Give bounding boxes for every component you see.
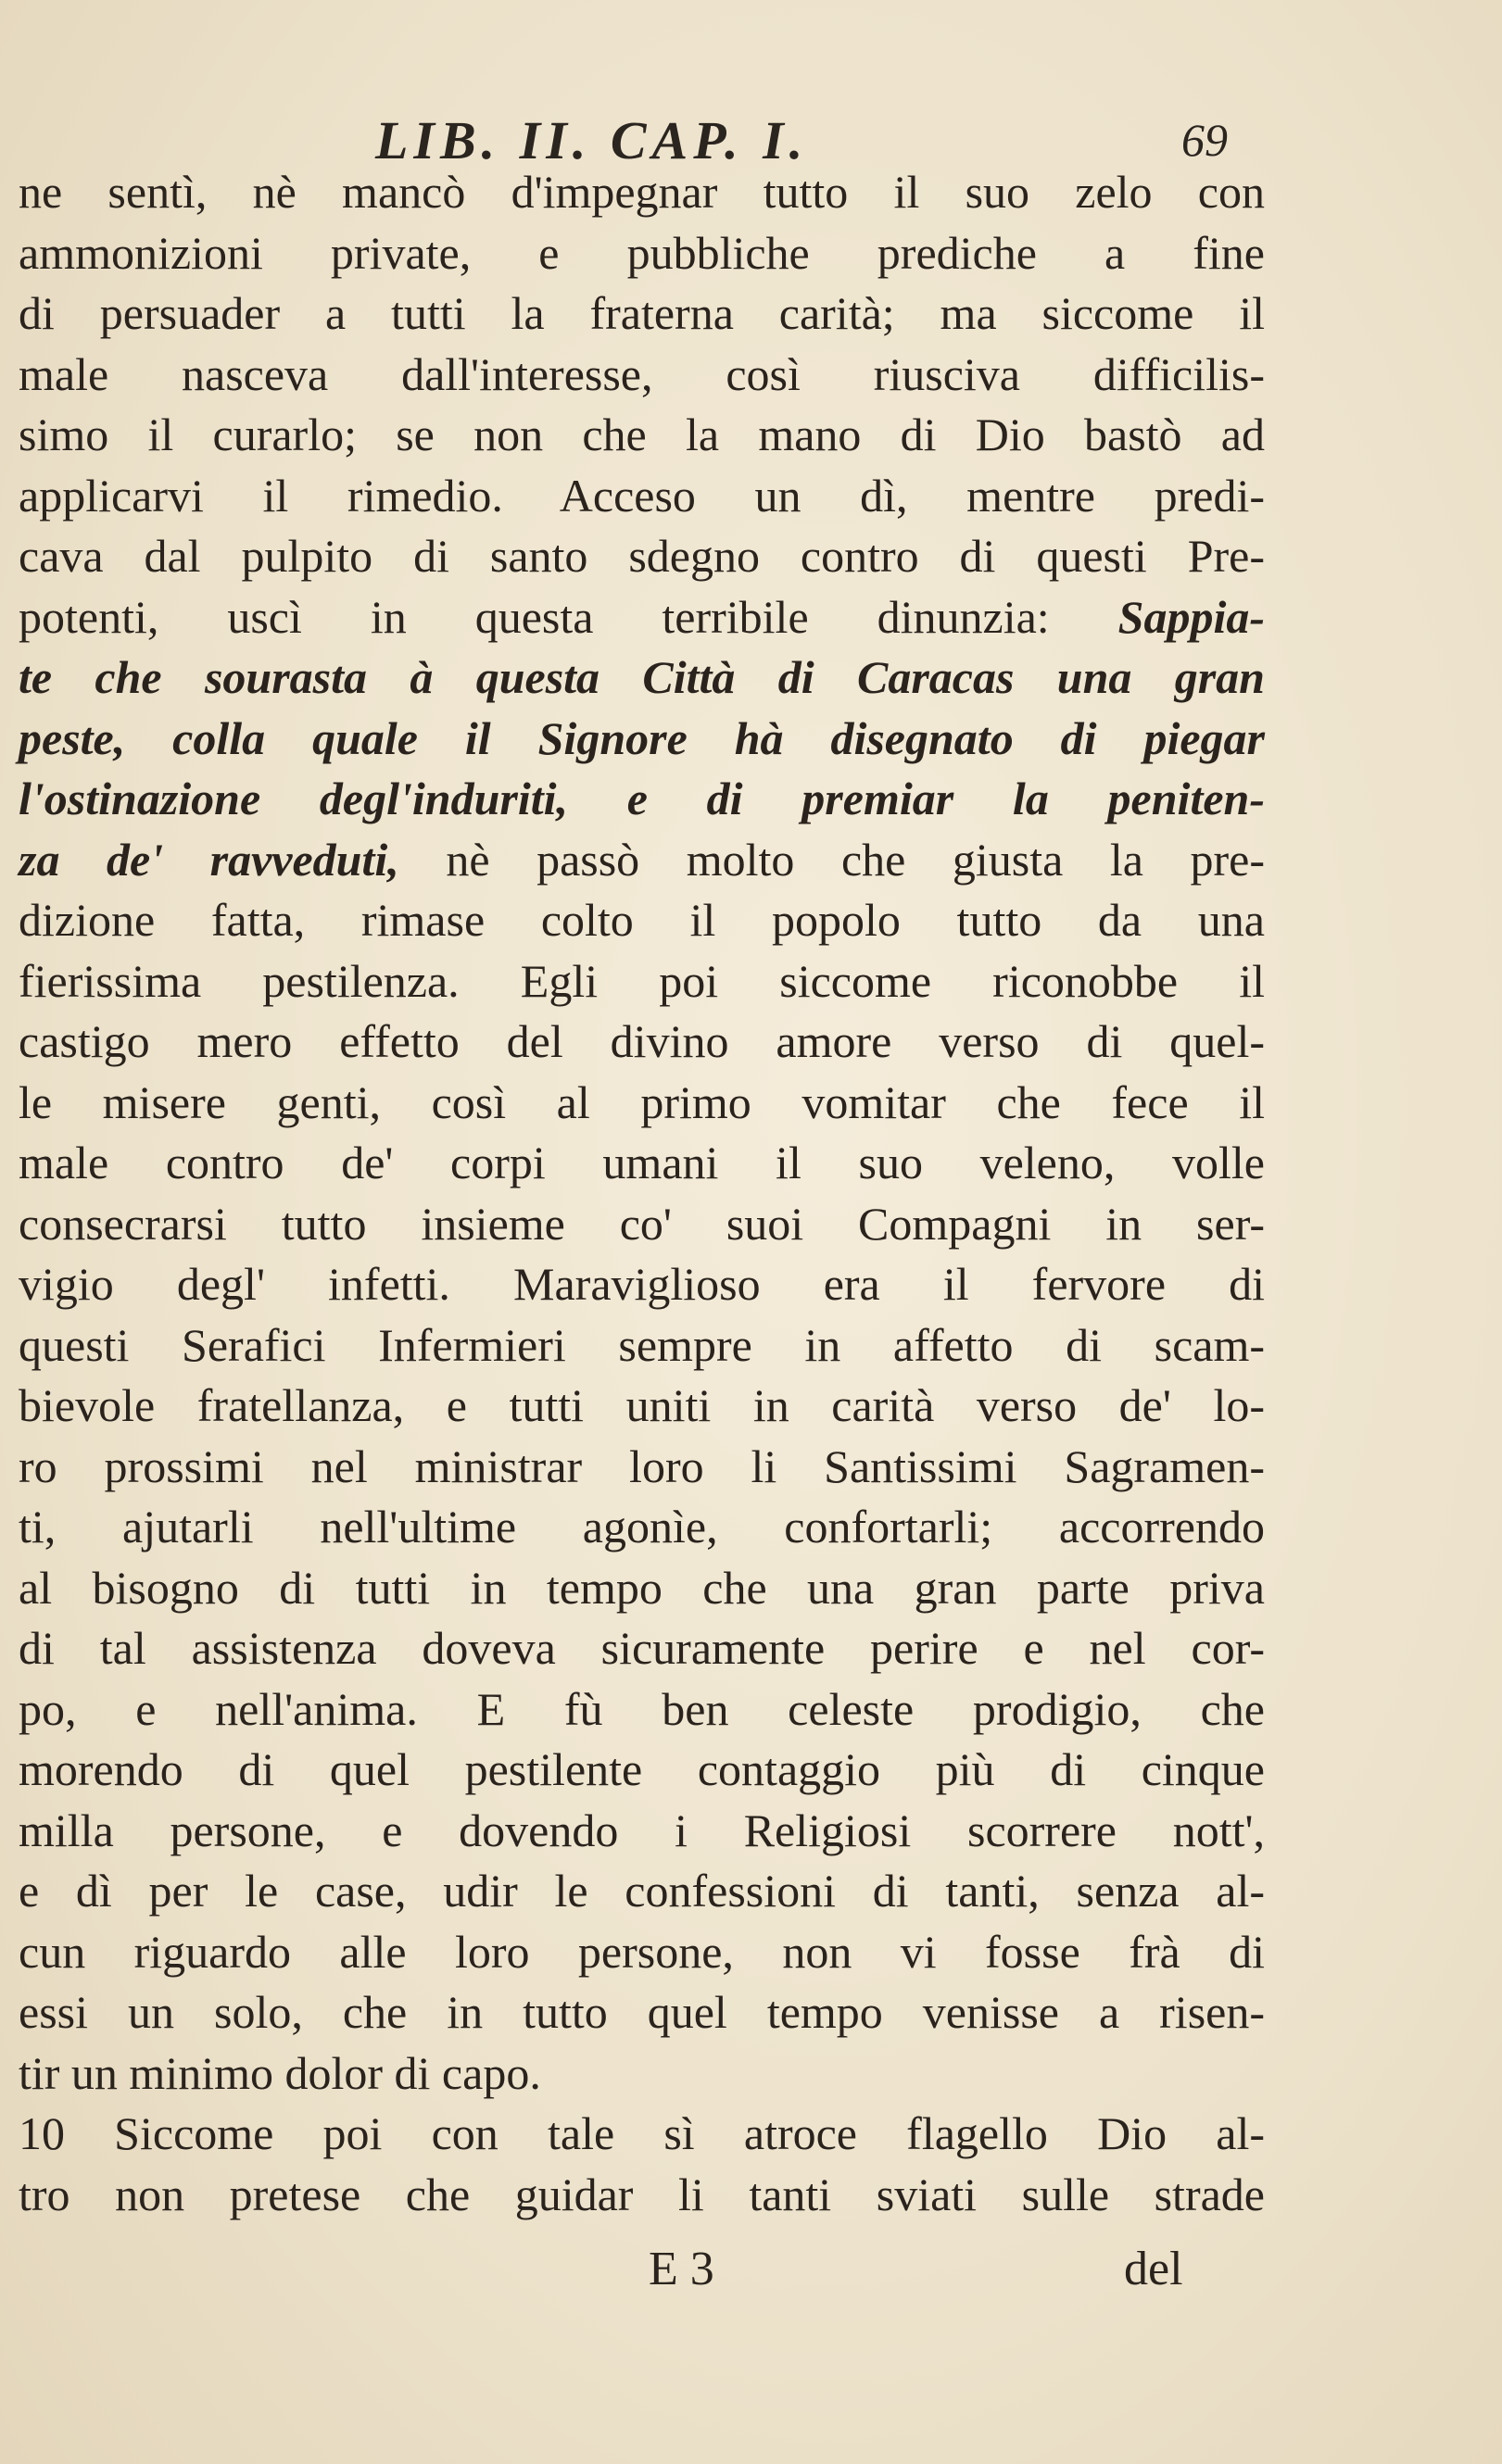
text-segment: nè passò molto che giusta la pre-	[398, 833, 1266, 886]
text-line: al bisogno di tutti in tempo che una gran parte priva	[19, 1561, 1265, 1614]
text-line: di persuader a tutti la fraterna carità; ma siccome il	[19, 287, 1265, 339]
text-line: vigio degl' infetti. Maraviglioso era il fervore di	[19, 1258, 1265, 1310]
text-segment: potenti, uscì in questa terribile dinunzia:	[19, 590, 1050, 643]
text-line: male nasceva dall'interesse, così riusciva difficilis-	[19, 347, 1265, 400]
text-line: bievole fratellanza, e tutti uniti in carità verso de' lo-	[19, 1379, 1265, 1431]
text-line: di tal assistenza doveva sicuramente perire e nel cor-	[19, 1622, 1265, 1674]
text-line: tro non pretese che guidar li tanti sviati sulle strade	[19, 2168, 1265, 2220]
text-line: ti, ajutarli nell'ultime agonìe, confortarli; accorrendo	[19, 1501, 1265, 1553]
text-line: dizione fatta, rimase colto il popolo tutto da una	[19, 894, 1265, 946]
running-head: LIB. II. CAP. I.	[375, 110, 809, 170]
text-line: milla persone, e dovendo i Religiosi scorrere nott',	[19, 1804, 1265, 1856]
text-line: tir un minimo dolor di capo.	[19, 2046, 541, 2099]
text-line: essi un solo, che in tutto quel tempo venisse a risen-	[19, 1986, 1265, 2038]
page-number: 69	[1181, 114, 1228, 166]
catchword: del	[1124, 2243, 1183, 2295]
text-line: cava dal pulpito di santo sdegno contro di questi Pre-	[19, 530, 1265, 582]
text-line: 10 Siccome poi con tale sì atroce flagello Dio al-	[19, 2107, 1265, 2159]
text-line: peste, colla quale il Signore hà disegnato di piegar	[19, 711, 1265, 764]
text-line: cun riguardo alle loro persone, non vi fosse frà di	[19, 1925, 1265, 1978]
text-line: te che sourasta à questa Città di Caracas una gran	[19, 651, 1265, 703]
italic-segment: Sappia-	[1117, 590, 1265, 643]
text-line: applicarvi il rimedio. Acceso un dì, mentre predi-	[19, 469, 1265, 522]
text-line	[19, 830, 1265, 891]
text-line: le misere genti, così al primo vomitar che fece il	[19, 1075, 1265, 1128]
page-header	[0, 109, 1502, 170]
text-line: po, e nell'anima. E fù ben celeste prodigio, che	[19, 1682, 1265, 1735]
text-line: simo il curarlo; se non che la mano di Dio bastò ad	[19, 409, 1265, 460]
text-line: questi Serafici Infermieri sempre in affetto di scam-	[19, 1318, 1265, 1371]
text-line: morendo di quel pestilente contaggio più di cinque	[19, 1743, 1265, 1795]
text-line: castigo mero effetto del divino amore verso di quel-	[19, 1015, 1265, 1067]
text-line: male contro de' corpi umani il suo veleno, volle	[19, 1137, 1265, 1188]
text-line: ne sentì, nè mancò d'impegnar tutto il suo zelo con	[19, 166, 1265, 218]
text-line: ammonizioni private, e pubbliche prediche a fine	[19, 226, 1265, 279]
text-line: fierissima pestilenza. Egli poi siccome riconobbe il	[19, 954, 1265, 1007]
text-line	[19, 587, 1265, 648]
signature-mark: E 3	[649, 2243, 714, 2295]
italic-segment: za de' ravveduti,	[19, 833, 399, 886]
body-text	[19, 162, 1265, 2225]
text-line: consecrarsi tutto insieme co' suoi Compagni in ser-	[19, 1197, 1265, 1250]
text-line: ro prossimi nel ministrar loro li Santissimi Sagramen-	[19, 1439, 1265, 1492]
page-footer	[0, 2242, 1502, 2307]
text-line: l'ostinazione degl'induriti, e di premiar la peniten-	[19, 773, 1265, 824]
text-line: e dì per le case, udir le confessioni di tanti, senza al-	[19, 1865, 1265, 1917]
